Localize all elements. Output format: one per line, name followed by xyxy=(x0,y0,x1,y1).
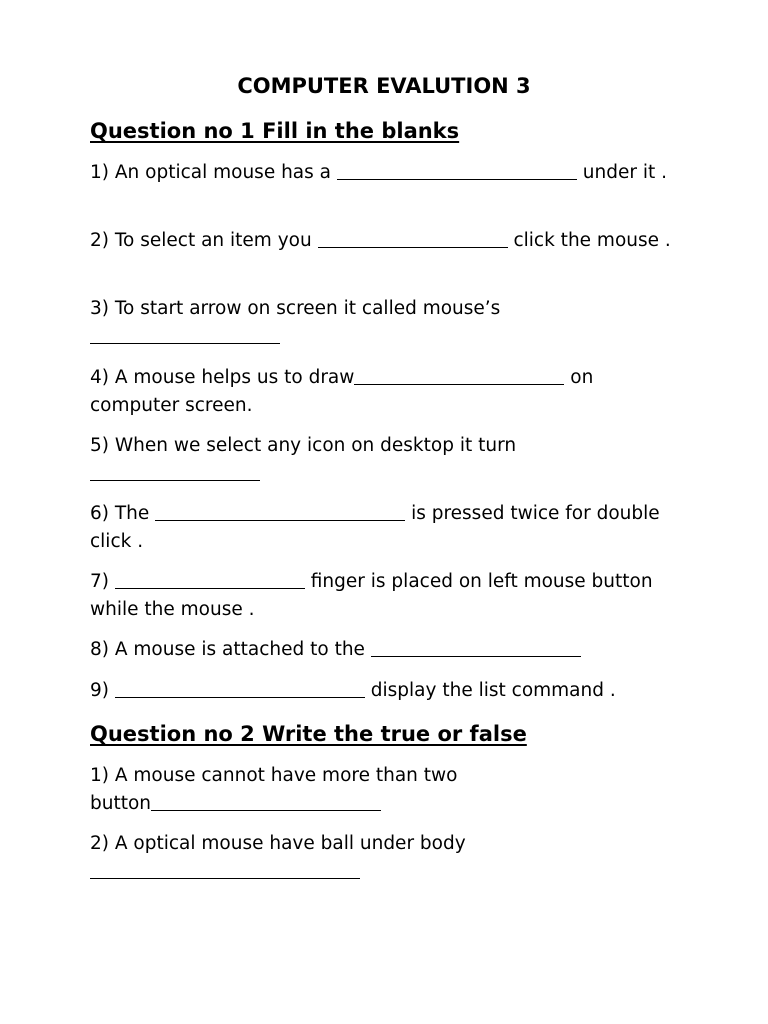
answer-blank[interactable] xyxy=(155,500,405,521)
question-text: on computer screen. xyxy=(90,367,594,416)
question-1-1 xyxy=(90,159,680,187)
question-1-6 xyxy=(90,500,680,556)
answer-blank[interactable] xyxy=(151,790,381,811)
answer-blank[interactable] xyxy=(90,858,360,879)
section-heading-true-false: Question no 2 Write the true or false xyxy=(90,722,527,746)
question-text: 1) An optical mouse has a xyxy=(90,162,331,183)
question-1-7 xyxy=(90,568,680,624)
answer-blank[interactable] xyxy=(318,227,508,248)
question-text: 9) xyxy=(90,680,109,701)
answer-blank[interactable] xyxy=(371,636,581,657)
answer-blank[interactable] xyxy=(90,323,280,344)
question-1-2 xyxy=(90,227,680,255)
question-text: 5) When we select any icon on desktop it turn xyxy=(90,435,517,456)
question-text: 4) A mouse helps us to draw xyxy=(90,367,355,388)
question-1-4 xyxy=(90,364,680,420)
question-2-2 xyxy=(90,830,680,886)
answer-blank[interactable] xyxy=(115,677,365,698)
question-1-8 xyxy=(90,636,680,664)
question-text: finger is placed on left mouse button while the mouse . xyxy=(90,571,653,620)
question-text: 8) A mouse is attached to the xyxy=(90,639,365,660)
question-text: under it . xyxy=(582,162,667,183)
answer-blank[interactable] xyxy=(354,364,564,385)
question-text: 1) A mouse cannot have more than two button xyxy=(90,765,458,814)
section-heading-fill-blanks: Question no 1 Fill in the blanks xyxy=(90,119,460,143)
question-text: is pressed twice for double click . xyxy=(90,503,660,552)
question-text: display the list command . xyxy=(370,680,616,701)
question-text: 6) The xyxy=(90,503,150,524)
question-2-1 xyxy=(90,762,510,818)
question-text: 7) xyxy=(90,571,109,592)
question-text: 2) A optical mouse have ball under body xyxy=(90,833,466,854)
question-1-9 xyxy=(90,677,680,705)
question-text: click the mouse . xyxy=(513,230,671,251)
question-1-5 xyxy=(90,432,680,488)
question-text: 2) To select an item you xyxy=(90,230,312,251)
answer-blank[interactable] xyxy=(115,568,305,589)
answer-blank[interactable] xyxy=(337,159,577,180)
answer-blank[interactable] xyxy=(90,460,260,481)
question-text: 3) To start arrow on screen it called mouse’s xyxy=(90,298,501,319)
question-1-3 xyxy=(90,295,680,351)
page-title: COMPUTER EVALUTION 3 xyxy=(237,74,531,98)
